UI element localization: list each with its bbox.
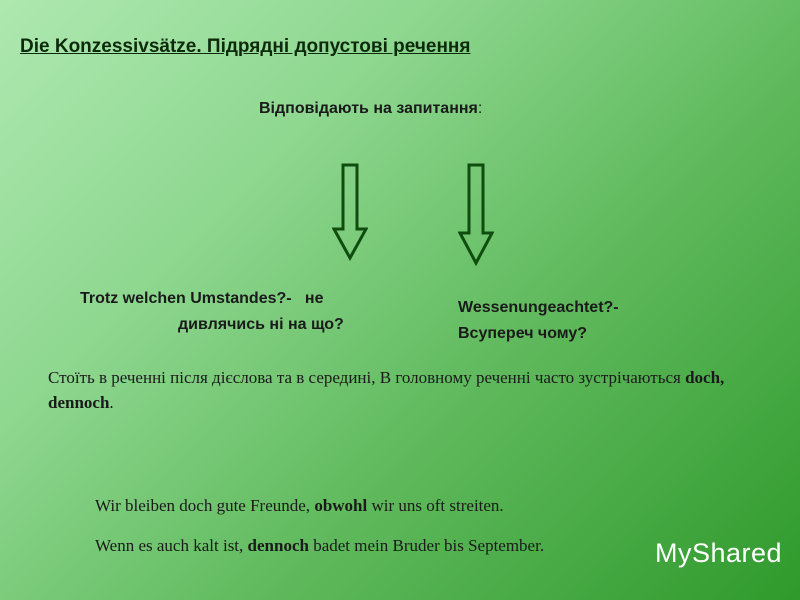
subtitle-text: Відповідають на запитання: [259, 100, 478, 117]
example-1-before: Wir bleiben doch gute Freunde,: [95, 496, 315, 515]
subtitle: [259, 100, 482, 118]
explanation-text: Стоїть в реченні після дієслова та в середині, В головному реченні часто зустрічаються: [48, 368, 686, 387]
explanation-end: .: [109, 393, 114, 412]
arrow-down-icon-left: [332, 163, 368, 261]
question-trotz-line2: дивлячись ні на що?: [178, 316, 344, 333]
example-sentence-1: [95, 496, 504, 516]
watermark-logo: MyShared: [655, 538, 783, 568]
question-wessenungeachtet-line1: Wessenungeachtet?-: [458, 299, 619, 316]
example-1-after: wir uns oft streiten.: [367, 496, 504, 515]
page-title: Die Konzessivsätze. Підрядні допустові речення: [20, 36, 471, 57]
example-2-after: badet mein Bruder bis September.: [308, 536, 545, 555]
example-1-keyword: obwohl: [314, 496, 368, 515]
subtitle-suffix: :: [477, 100, 483, 117]
question-trotz-line1: Trotz welchen Umstandes?- не: [80, 290, 324, 307]
example-2-keyword: dennoch: [247, 536, 309, 555]
example-sentence-2: [95, 536, 544, 556]
question-wessenungeachtet-line2: Всупереч чому?: [458, 325, 588, 342]
explanation-highlight: doch, dennoch: [48, 368, 725, 412]
arrow-down-icon-right: [458, 163, 494, 267]
example-2-before: Wenn es auch kalt ist,: [95, 536, 248, 555]
question-trotz: [80, 286, 388, 338]
question-wessenungeachtet: [458, 295, 718, 347]
explanation-paragraph: [48, 365, 768, 415]
